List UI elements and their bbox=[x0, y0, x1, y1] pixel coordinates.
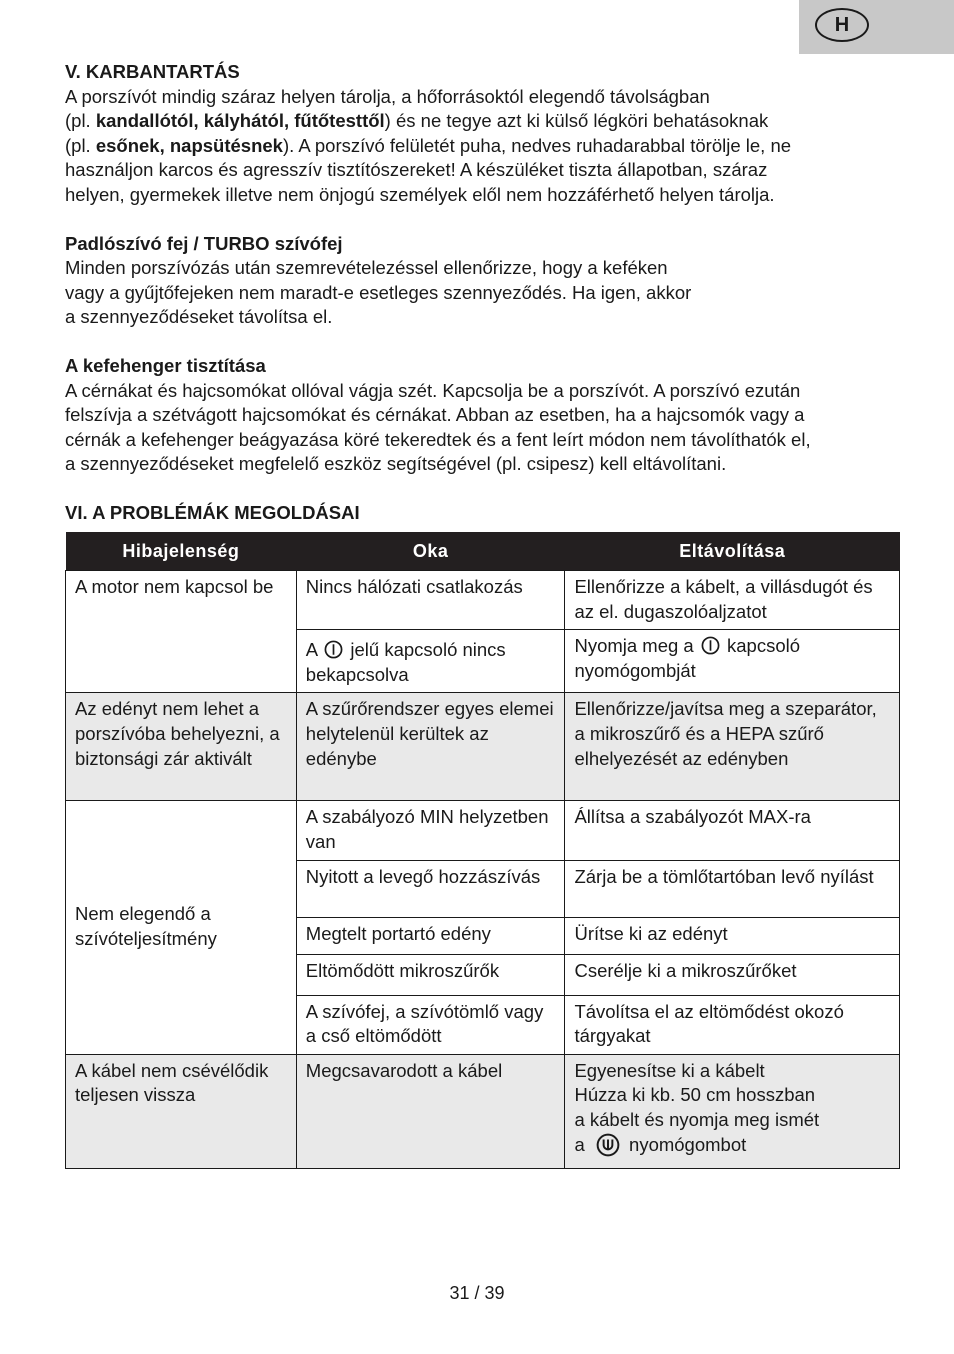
table-row bbox=[66, 1054, 900, 1168]
maintenance-title: V. KARBANTARTÁS bbox=[65, 61, 240, 82]
floor-head-section bbox=[65, 232, 895, 330]
brush-roll-section bbox=[65, 354, 895, 477]
fix-cell: Zárja be a tömlőtartóban levő nyílást bbox=[565, 860, 900, 917]
fix-cell: Nyomja meg a kapcsoló nyomógombját bbox=[565, 630, 900, 693]
cause-cell: A szűrőrendszer egyes elemei helytelenül kerültek az edénybe bbox=[296, 693, 565, 801]
table-row bbox=[66, 801, 900, 860]
cord-rewind-icon bbox=[596, 1133, 620, 1157]
brush-roll-text: A cérnákat és hajcsomókat ollóval vágja szét. Kapcsolja be a porszívót. A porszívó ezután felszívja a szétvágott hajcsomókat és cérnákat. Abban az esetben, ha a hajcsomók vagy a cérnák a kefehenger beágyazása köré tekeredtek és a fent leírt módon nem távolíthatók el, a szennyeződéseket megfelelő eszköz segítségével (pl. csipesz) kell eltávolítani. bbox=[65, 379, 811, 475]
cause-cell: Nincs hálózati csatlakozás bbox=[296, 571, 565, 630]
problem-cell: Nem elegendő a szívóteljesítmény bbox=[66, 801, 297, 1054]
fix-cell: Távolítsa el az eltömődést okozó tárgyakat bbox=[565, 995, 900, 1054]
troubleshooting-table bbox=[65, 532, 900, 1169]
fix-cell: Állítsa a szabályozót MAX-ra bbox=[565, 801, 900, 860]
language-tab bbox=[799, 0, 954, 54]
fix-cell: Cserélje ki a mikroszűrőket bbox=[565, 954, 900, 995]
power-icon bbox=[701, 636, 720, 655]
language-badge: H bbox=[815, 8, 869, 42]
header-fix: Eltávolítása bbox=[565, 532, 900, 571]
cause-cell: Eltömődött mikroszűrők bbox=[296, 954, 565, 995]
maintenance-text: A porszívót mindig száraz helyen tárolja, a hőforrásoktól elegendő távolságban (pl. kandallótól, kályhától, fűtőtesttől) és ne tegye azt ki külső légköri behatásoknak (pl. esőnek, napsütésnek). A porszívó felületét puha, nedves ruhadarabbal törölje le, ne használjon karcos és agresszív tisztítószereket! A készüléket tiszta állapotban, száraz helyen, gyermekek illetve nem önjogú személyek elől nem hozzáférhető helyen tárolja. bbox=[65, 85, 792, 205]
cause-cell: A szívófej, a szívótömlő vagy a cső eltömődött bbox=[296, 995, 565, 1054]
table-header-row bbox=[66, 532, 900, 571]
floor-head-text: Minden porszívózás után szemrevételezéssel ellenőrizze, hogy a keféken vagy a gyűjtőfejeken nem maradt-e esetleges szennyeződés. Ha igen, akkor a szennyeződéseket távolítsa el. bbox=[65, 257, 692, 328]
cause-cell: Megcsavarodott a kábel bbox=[296, 1054, 565, 1168]
fix-cell: Ellenőrizze/javítsa meg a szeparátor, a mikroszűrő és a HEPA szűrő elhelyezését az edényben bbox=[565, 693, 900, 801]
fix-cell: Egyenesítse ki a kábelt Húzza ki kb. 50 cm hosszban a kábelt és nyomja meg ismét a nyomógombot bbox=[565, 1054, 900, 1168]
cause-cell: A jelű kapcsoló nincs bekapcsolva bbox=[296, 630, 565, 693]
floor-head-title: Padlószívó fej / TURBO szívófej bbox=[65, 232, 343, 254]
cause-cell: Megtelt portartó edény bbox=[296, 917, 565, 954]
cause-cell: Nyitott a levegő hozzászívás bbox=[296, 860, 565, 917]
problem-cell: A kábel nem csévélődik teljesen vissza bbox=[66, 1054, 297, 1168]
table-row bbox=[66, 571, 900, 630]
header-cause: Oka bbox=[296, 532, 565, 571]
problem-cell: A motor nem kapcsol be bbox=[66, 571, 297, 693]
fix-cell: Ürítse ki az edényt bbox=[565, 917, 900, 954]
brush-roll-title: A kefehenger tisztítása bbox=[65, 354, 266, 376]
problem-cell: Az edényt nem lehet a porszívóba behelyezni, a biztonsági zár aktivált bbox=[66, 693, 297, 801]
cause-cell: A szabályozó MIN helyzetben van bbox=[296, 801, 565, 860]
table-row bbox=[66, 693, 900, 801]
page-content bbox=[65, 60, 895, 526]
header-problem: Hibajelenség bbox=[66, 532, 297, 571]
power-icon bbox=[324, 640, 343, 659]
troubleshooting-title: VI. A PROBLÉMÁK MEGOLDÁSAI bbox=[65, 501, 360, 523]
fix-cell: Ellenőrizze a kábelt, a villásdugót és az el. dugaszolóaljzatot bbox=[565, 571, 900, 630]
maintenance-section bbox=[65, 60, 895, 208]
page-number: 31 / 39 bbox=[449, 1283, 505, 1303]
